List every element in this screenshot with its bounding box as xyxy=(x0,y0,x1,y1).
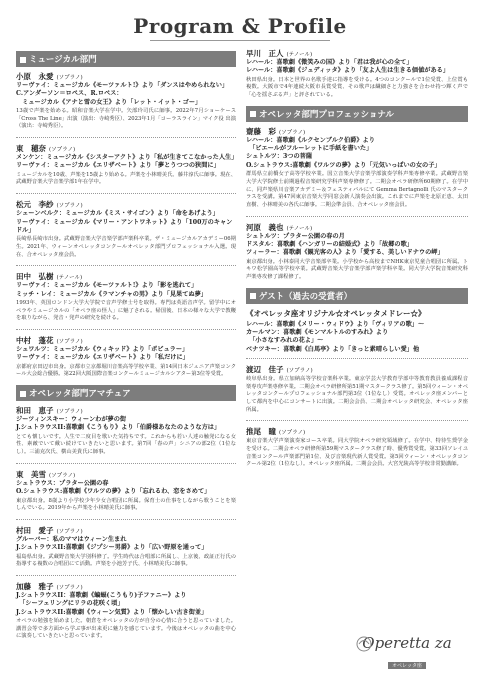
voice-type: (ソプラノ) xyxy=(49,472,76,479)
program-item: リーヴァイ：ミュージカル《モーツァルト!》より「ダンスはやめられない」 xyxy=(16,82,229,89)
program-item: レハール：喜歌劇《ジュディッタ》より「友よ人生は生きる価値がある」 xyxy=(246,67,450,75)
guest-program-title: 《オペレッタ座オリジナル☆オペレッタメドレー☆》 xyxy=(246,308,426,318)
profile-entry xyxy=(16,405,236,457)
guest-program-roles xyxy=(246,321,468,359)
divider xyxy=(16,265,236,266)
square-bullet-icon xyxy=(20,57,26,63)
left-column xyxy=(16,48,236,647)
voice-type: (ソプラノ) xyxy=(56,584,83,591)
program-item: ジーツィンスキー：ウィーンわが夢の街 xyxy=(16,416,127,424)
pro-profiles xyxy=(246,126,468,282)
performer-bio: 長崎県長崎市出身。武蔵野音楽大学音楽学部声楽科卒業。ザ・ミュージカルアカデミー06期生。2021年、ウィーンオペレッタコンクールオペレッタ部門プロフェッショナル入選。現在、合オペレッタ座会員。 xyxy=(16,236,236,258)
performer-name-text: 加藤 雅子 xyxy=(16,581,54,591)
guest-profiles xyxy=(246,364,468,469)
voice-type: (ソプラノ) xyxy=(56,75,83,81)
program-item: リーヴァイ：ミュージカル《エリザベート》より「夢とうつつの狭間に」 xyxy=(16,162,220,170)
performer-name xyxy=(16,581,236,592)
divider xyxy=(16,575,236,576)
performer-bio: 岐阜県出身。県立加納高等学校音楽科卒業。東京学芸大学教育学部中等教育教員養成課程音楽専攻声楽専修卒業。二期会オペラ研修所第51期マスタークラス修了。第5回ウィーン・オペレッタコンクールプロフェッショナル部門第3位（1位なし）受賞。オペレッタ座メンバーとして都内を中心にコンサートに出演。二期会会員、二期会オペレッタ研究会、オペレッタ座所属。 xyxy=(246,376,468,413)
performer-bio: オペラの勉強を始めました。朝倉をオペレッタの方が自分の心情に合うと思っていました。講習会等で多方面から学ぶ事が出来更に魅力を感じています。今後はオペレッタの曲を中心に演奏していきたいと思っています。 xyxy=(16,617,236,640)
performer-name-text: 小原 永愛 xyxy=(16,72,54,81)
performer-name xyxy=(246,222,468,233)
right-top-profiles xyxy=(246,48,468,100)
profile-entry xyxy=(246,426,468,469)
performer-name-text: 渡辺 佳子 xyxy=(246,365,284,375)
profile-entry xyxy=(246,48,468,100)
divider xyxy=(246,420,468,421)
voice-type: (テノール) xyxy=(286,225,313,232)
performer-name-text: 中村 蓬花 xyxy=(16,335,54,345)
section-header-guest xyxy=(246,288,468,304)
program-item: 「ピエールがフルーレットに手紙を書いた」 xyxy=(246,145,373,153)
profile-entry xyxy=(16,525,236,569)
voice-type: (ソプラノ) xyxy=(279,430,306,437)
program-item: ベナツキー：喜歌劇《白馬亭》より「きっと素晴らしい愛」他 xyxy=(246,345,420,353)
program-item: J.シュトラウスII：喜歌劇《蝙蝠(こうもり)子ファニー》より xyxy=(16,591,187,599)
profile-entry xyxy=(16,581,236,641)
performer-name-text: 齋藤 彩 xyxy=(246,126,276,136)
performer-name-text: 松元 李紗 xyxy=(16,200,54,210)
program-item: カールマン：喜歌劇《モンマルトルのすみれ》より xyxy=(246,328,389,336)
program-item: J.シュトラウスII:喜歌劇《こうもり》より「伯爵様あなたのような方は」 xyxy=(16,424,221,432)
program-item: J.シュトラウスII:喜歌劇《ジプシー男爵》より「広い野原を通って」 xyxy=(16,544,208,552)
program-item: グルーバー：私のママはウィーン生まれ xyxy=(16,535,127,543)
operetta-za-logo xyxy=(352,634,462,668)
divider xyxy=(246,358,468,359)
program-item: リーヴァイ：ミュージカル《マリー・アントワネット》より「100万のキャンドル」 xyxy=(16,218,233,234)
performer-name-text: 和田 恵子 xyxy=(16,406,54,416)
section-header-musical xyxy=(16,51,236,67)
logo-text: Operetta za xyxy=(362,634,452,652)
profile-entry xyxy=(246,126,468,210)
program-item: シュトラウス：プラター公園の春 xyxy=(16,479,109,487)
amateur-profiles xyxy=(16,405,236,641)
program-item: レハール：喜歌劇《ルクセンブルク伯爵》より xyxy=(246,136,375,144)
square-bullet-icon xyxy=(250,293,256,299)
performer-name-text: 田中 弘樹 xyxy=(16,272,54,282)
performer-bio: とても懐しいです。人生で二度目を歌いた気持ちです。これからも若い人達の触発になる女性、素敵でいて戴い続けていきたいと思います。第7回「春の声」シニアの部2位（1位なし）。三浦克次氏、横山美貴氏に師事。 xyxy=(16,433,236,456)
voice-type: (ソプラノ) xyxy=(279,129,306,136)
profile-entry xyxy=(16,71,236,131)
performer-name xyxy=(246,48,468,59)
divider xyxy=(16,137,236,138)
program-item: メンケン：ミュージカル《シスターアクト》より「私が生きてこなかった人生」 xyxy=(16,154,238,162)
profile-entry xyxy=(246,222,468,282)
section-header-operetta-amateur xyxy=(16,385,236,401)
performer-name-text: 村田 愛子 xyxy=(16,525,54,535)
voice-type: (テノール) xyxy=(286,52,313,58)
program-item: シュトルツ：プラター公園の春の月 xyxy=(246,232,345,240)
performer-name xyxy=(16,335,236,346)
performer-name-text: 河原 義也 xyxy=(246,222,284,232)
divider xyxy=(16,519,236,520)
voice-type: (ソプラノ) xyxy=(286,368,313,375)
square-bullet-icon xyxy=(20,391,26,397)
performer-bio: ミュージカルを10歳、声楽を15歳より始める。声楽を小林晴美氏、藤井淳氏に師事。現在、武蔵野音楽大学音楽学部1年在学中。 xyxy=(16,171,236,186)
performer-bio: 京都府京田辺市出身。京都市立京都堀川音楽高等学校卒業、第14回日本ジュニア声楽コンクール大会総合優勝。第22回大阪国際音楽コンクールミュージカルシアター第3位等受賞。 xyxy=(16,363,236,378)
voice-type: (ソプラノ) xyxy=(56,528,83,535)
square-bullet-icon xyxy=(250,111,256,117)
profile-entry xyxy=(16,199,236,259)
section-title: ミュージカル部門 xyxy=(29,55,97,65)
program-item: レハール：喜歌劇《微笑みの国》より「君は我が心の全て」 xyxy=(246,59,413,66)
performer-bio: 東京都出身。8歳より小学校少年少女合唱団に所属。保育士の仕事をしながら歌うことを楽しんでいる。2019年から声楽を小林晴美氏に師事。 xyxy=(16,497,236,512)
voice-type: (ソプラノ) xyxy=(56,338,83,345)
program-item: リーヴァイ：ミュージカル《モーツァルト!》より「影を逃れて」 xyxy=(16,282,198,290)
performer-bio: 1993年、英国ロンドン大学大学院で音声学修士号を取得。専門は英語音声学。留学中にオペラやミュージカルの「オペラ座の怪人」に魅了される。帰国後、日本の様々な大学で教鞭を取りながら、発音・発声の研究を続ける。 xyxy=(16,299,236,322)
divider xyxy=(16,193,236,194)
performer-name-text: 早川 正人 xyxy=(246,49,284,58)
profile-entry xyxy=(16,143,236,187)
profile-entry xyxy=(16,335,236,379)
title-rule xyxy=(150,40,330,41)
performer-bio: 東京都出身。小林泰同大学音楽部卒業。小学校から高校までNHK東京児童合唱団に所属。トキワ松学園高等学校卒業。武蔵野音楽大学音楽学部声楽学科卒業。同大学大学院音楽研究科声楽専攻修了課程修了。 xyxy=(246,258,468,280)
performer-name xyxy=(16,71,236,82)
divider xyxy=(246,216,468,217)
divider xyxy=(16,329,236,330)
profile-entry xyxy=(246,364,468,414)
performer-bio: 群馬県立前橋女子高等学校卒業。国立音楽大学音楽学部演奏学科声楽専修卒業。武蔵野音楽大学大学院修士前期過程音楽研究学科声楽専修修了。二期会オペラ研修所60期修了。在学中に、同声楽県川音楽アカデミー＆フェスティバルにて Gemma Bertagnolli 氏のマスタークラスを受講。第47回東京音楽大学同窓会新人演奏会出演。これまでに声楽を北原正恵、太田直樹、小林晴美の各氏に師事。二期会準会員、合オペレッタ座会員。 xyxy=(246,171,468,208)
program-item: シェーンベルク：ミュージカル《ミス・サイゴン》より「命をあげよう」 xyxy=(16,210,219,218)
voice-type: (ソプラノ) xyxy=(49,147,76,154)
program-item: ツィーラー：喜歌劇《観光客の人》より「愛する、美しいドナウの岬」 xyxy=(246,249,444,257)
performer-name-text: 推尾 瞳 xyxy=(246,427,276,437)
performer-name xyxy=(16,271,236,282)
voice-type: (ソプラノ) xyxy=(56,203,83,210)
program-item: J.シュトラウスII:喜歌劇《ウィーン気質》より「懐かしい古き街並」 xyxy=(16,608,208,616)
logo-emblem-icon xyxy=(354,634,374,654)
program-item: O.シュトラウス:喜歌劇《ワルツの夢》より「元気いっぱいの女の子」 xyxy=(246,161,441,169)
performer-name xyxy=(16,199,236,210)
musical-profiles xyxy=(16,71,236,379)
performer-name xyxy=(16,143,236,154)
program-item: ミュージカル《アナと雪の女王》より「レット・イット・ゴー」 xyxy=(16,98,202,106)
performer-name-text: 東 美雪 xyxy=(16,469,46,479)
performer-name xyxy=(246,126,468,137)
section-title: オペレッタ部門アマチュア xyxy=(29,389,131,400)
voice-type: (ソプラノ) xyxy=(56,409,83,416)
performer-name-text: 東 穂奈 xyxy=(16,144,46,154)
section-title: ゲスト（過去の受賞者） xyxy=(259,291,353,302)
performer-bio: 秋田県出身。日本と世界の名歌手達に指導を受ける。4つのコンクールで1位受賞、上位賞も複数。大阪市で4年連続大阪市長賞受賞、その歌声は繊細さと力強さを合わせ持つ輝く声で「心を揺さぶる声」と評されている。 xyxy=(246,76,468,99)
page-title: Program & Profile xyxy=(133,14,347,38)
program-item: シュワルツ：ミュージカル《ウィキッド》より「ポピュラー」 xyxy=(16,345,189,353)
section-header-operetta-pro xyxy=(246,106,468,122)
performer-bio: 東京音楽大学声楽演奏家コース卒業。同大学院オペラ研究領域修了。在学中、特待生奨学金を受ける。二期会オペラ研修所第59期マスタークラス修了時、優秀賞受賞。第33回ソレイユ音楽コンクール声楽部門第1位、及び音楽現代新人賞受賞。第5回ウィーン・オペレッタコンクール第2位（1位なし）。オペレッタ座所属。二期会会員。大宮光陵高等学校非常勤講師。 xyxy=(246,438,468,468)
voice-type: (テノール) xyxy=(56,275,83,282)
performer-name xyxy=(246,364,468,375)
performer-bio: 福島県出身。武蔵野音楽大学別科修了。学生時代は合唱部に所属し、上京後、政証正行氏の指導する複数の合唱団にて活動。声楽を小池芳子氏、小林晴美氏に師事。 xyxy=(16,553,236,568)
performer-name xyxy=(246,426,468,437)
profile-entry xyxy=(16,271,236,323)
performer-name xyxy=(16,525,236,536)
performer-name xyxy=(16,405,236,416)
performer-name xyxy=(16,469,236,480)
right-column xyxy=(246,48,468,475)
program-item: ミッチ・レイ：ミュージカル《ラマンチャの男》より「見果てぬ夢」 xyxy=(16,290,207,298)
profile-entry xyxy=(16,469,236,513)
program-item: ドスタル：喜歌劇《ハンガリーの結婚式》より「故郷の歌」 xyxy=(246,240,413,248)
performer-bio: 13歳で声楽を始める。昭和音楽大学在学中。矢部玲司氏に師事。2022年7月ショーケース「Cross The Line」出演（演出：寺崎秀臣）、2023年1月「コーラスライン」マイク役 出演（演出：寺崎秀臣）。 xyxy=(16,108,236,130)
program-item: シュトルツ：3つの菩薩 xyxy=(246,153,313,161)
program-item: レハール：喜歌劇《メリー・ウィドウ》より「ヴィリアの歌」〜 xyxy=(246,320,425,328)
program-item: O.シュトラウス:喜歌劇《ワルツの夢》より「忘れるわ、恋をさめて」 xyxy=(16,488,211,496)
program-item: C.アンダーソン＝ロペス、R.ロペス： xyxy=(16,90,123,98)
program-item: 「小さなすみれの花よ」〜 xyxy=(246,337,324,345)
section-title: オペレッタ部門プロフェッショナル xyxy=(259,109,394,120)
logo-subtitle: オペレッタ座 xyxy=(388,662,426,669)
program-item: リーヴァイ：ミュージカル《エリザベート》より「私だけに」 xyxy=(16,354,189,362)
divider xyxy=(16,463,236,464)
program-item: 「シーフェリングにリラの花咲く頃」 xyxy=(16,600,124,608)
